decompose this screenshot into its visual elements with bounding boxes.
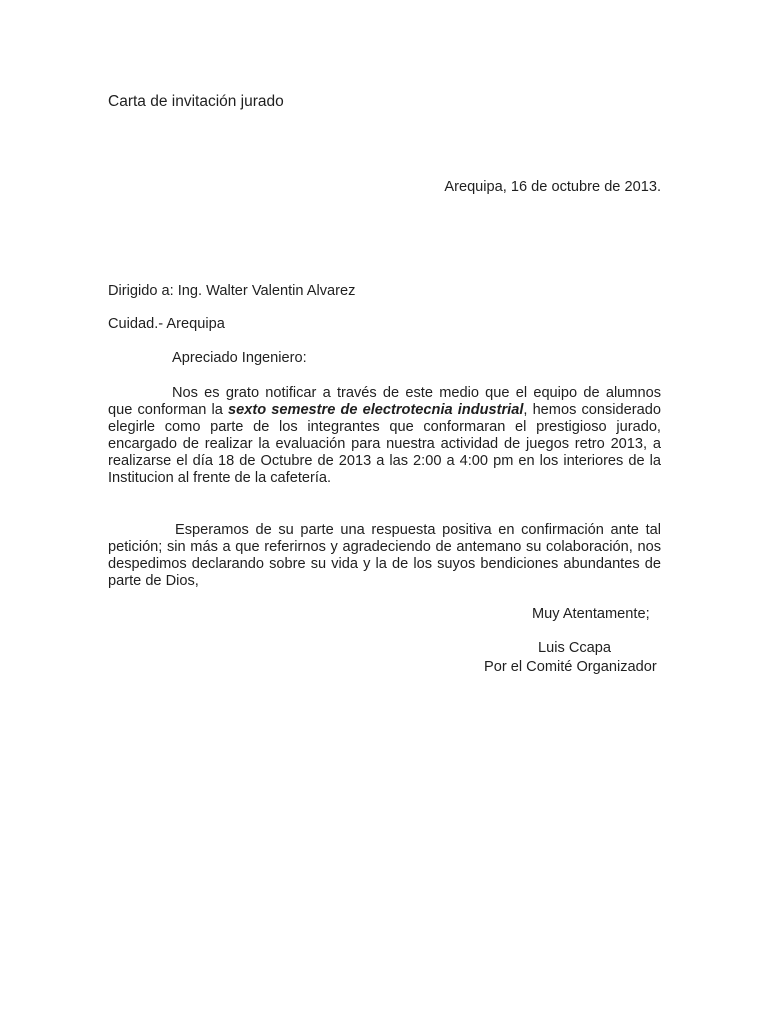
body-paragraph-2: [108, 522, 661, 590]
signature-role: Por el Comité Organizador: [484, 659, 657, 675]
letter-title: Carta de invitación jurado: [108, 93, 284, 110]
addressee-line: Dirigido a: Ing. Walter Valentin Alvarez: [108, 283, 356, 299]
salutation: Apreciado Ingeniero:: [172, 350, 307, 366]
course-emphasis: sexto semestre de electrotecnia industrial: [228, 402, 524, 418]
body-paragraph-1: [108, 385, 661, 487]
closing-line: Muy Atentamente;: [532, 606, 650, 622]
paragraph-1-text-start: Nos es grato notificar a través de este medio que el equipo de alumnos que conforman la: [108, 385, 661, 418]
letter-date: Arequipa, 16 de octubre de 2013.: [444, 179, 661, 195]
paragraph-1-text-end: , hemos considerado elegirle como parte de los integrantes que conformaran el prestigioso jurado, encargado de realizar la evaluación para nuestra actividad de juegos retro 2013, a realizarse el día 18 de Octubre de 2013 a las 2:00 a 4:00 pm en los interiores de la Institucion al frente de la cafetería.: [108, 402, 661, 486]
signature-name: Luis Ccapa: [538, 640, 612, 656]
paragraph-2-text: Esperamos de su parte una respuesta positiva en confirmación ante tal petición; sin más a que referirnos y agradeciendo de antemano su colaboración, nos despedimos declarando sobre su vida y la de los suyos bendiciones abundantes de parte de Dios,: [108, 522, 661, 589]
city-line: Cuidad.- Arequipa: [108, 316, 225, 332]
